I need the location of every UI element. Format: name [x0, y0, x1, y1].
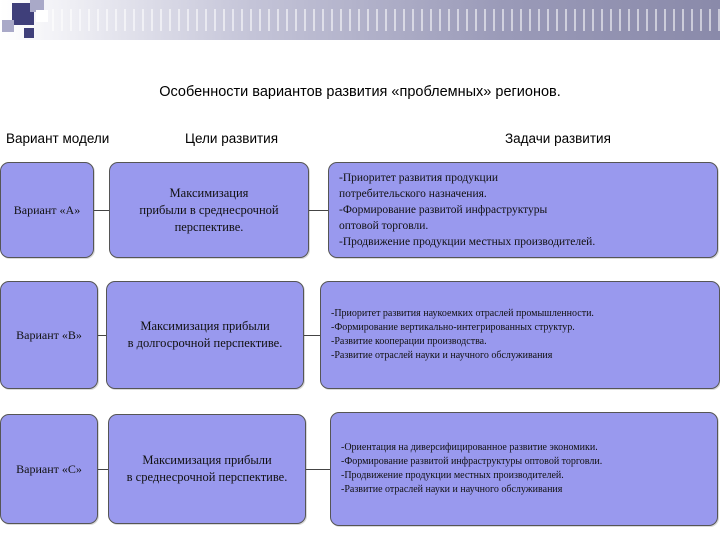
connector-a-2 — [309, 210, 328, 211]
task-box-a — [328, 162, 718, 258]
goal-box-b — [106, 281, 304, 389]
goal-line: Максимизация прибыли — [140, 319, 270, 333]
connector-c-2 — [306, 469, 330, 470]
task-line: -Продвижение продукции местных производителей. — [339, 236, 596, 248]
header-square-light-small — [2, 20, 14, 32]
task-line: -Формирование вертикально-интегрированных структур. — [331, 322, 575, 333]
task-list-c — [331, 441, 608, 497]
task-box-b — [320, 281, 720, 389]
goal-line: Максимизация прибыли — [142, 453, 272, 467]
variant-label-b: Вариант «B» — [16, 327, 82, 342]
goal-text-c — [121, 452, 294, 486]
goal-line: в долгосрочной перспективе. — [127, 336, 283, 350]
variant-label-c: Вариант «С» — [16, 461, 82, 476]
goal-line: Максимизация — [169, 185, 249, 200]
task-line: -Формирование развитой инфраструктуры оптовой торговли. — [341, 456, 603, 467]
variant-box-a — [0, 162, 94, 258]
connector-a-1 — [94, 210, 109, 211]
task-line: -Развитие отраслей науки и научного обслуживания — [341, 484, 563, 495]
task-line: -Приоритет развития продукции — [339, 172, 499, 184]
goal-box-c — [108, 414, 306, 524]
column-header-goals: Цели развития — [185, 131, 279, 146]
task-line: потребительского назначения. — [339, 188, 487, 200]
task-list-b — [321, 307, 600, 363]
column-header-tasks: Задачи развития — [505, 131, 611, 146]
goal-text-a — [133, 185, 284, 236]
goal-line: перспективе. — [174, 219, 244, 234]
goal-text-b — [122, 318, 289, 352]
variant-label-a: Вариант «А» — [13, 202, 81, 217]
connector-c-1 — [98, 469, 108, 470]
connector-b-2 — [304, 335, 320, 336]
task-line: -Ориентация на диверсифицированное развитие экономики. — [341, 442, 598, 453]
connector-b-1 — [98, 335, 106, 336]
goal-box-a — [109, 162, 309, 258]
task-box-c — [330, 412, 718, 526]
task-list-a — [329, 170, 601, 250]
header-square-white — [36, 10, 48, 22]
task-line: оптовой торговли. — [339, 220, 429, 232]
variant-box-b — [0, 281, 98, 389]
task-line: -Развитие кооперации производства. — [331, 336, 487, 347]
header-stripes — [52, 9, 720, 31]
variant-box-c — [0, 414, 98, 524]
header-square-dark-small — [24, 28, 34, 38]
task-line: -Формирование развитой инфраструктуры — [339, 204, 548, 216]
task-line: -Продвижение продукции местных производителей. — [341, 470, 564, 481]
column-header-variant: Вариант модели — [6, 131, 110, 146]
task-line: -Развитие отраслей науки и научного обслуживания — [331, 350, 553, 361]
goal-line: прибыли в среднесрочной — [139, 202, 279, 217]
task-line: -Приоритет развития наукоемких отраслей промышленности. — [331, 308, 594, 319]
diagram-title: Особенности вариантов развития «проблемных» регионов. — [159, 84, 561, 100]
goal-line: в среднесрочной перспективе. — [126, 470, 288, 484]
